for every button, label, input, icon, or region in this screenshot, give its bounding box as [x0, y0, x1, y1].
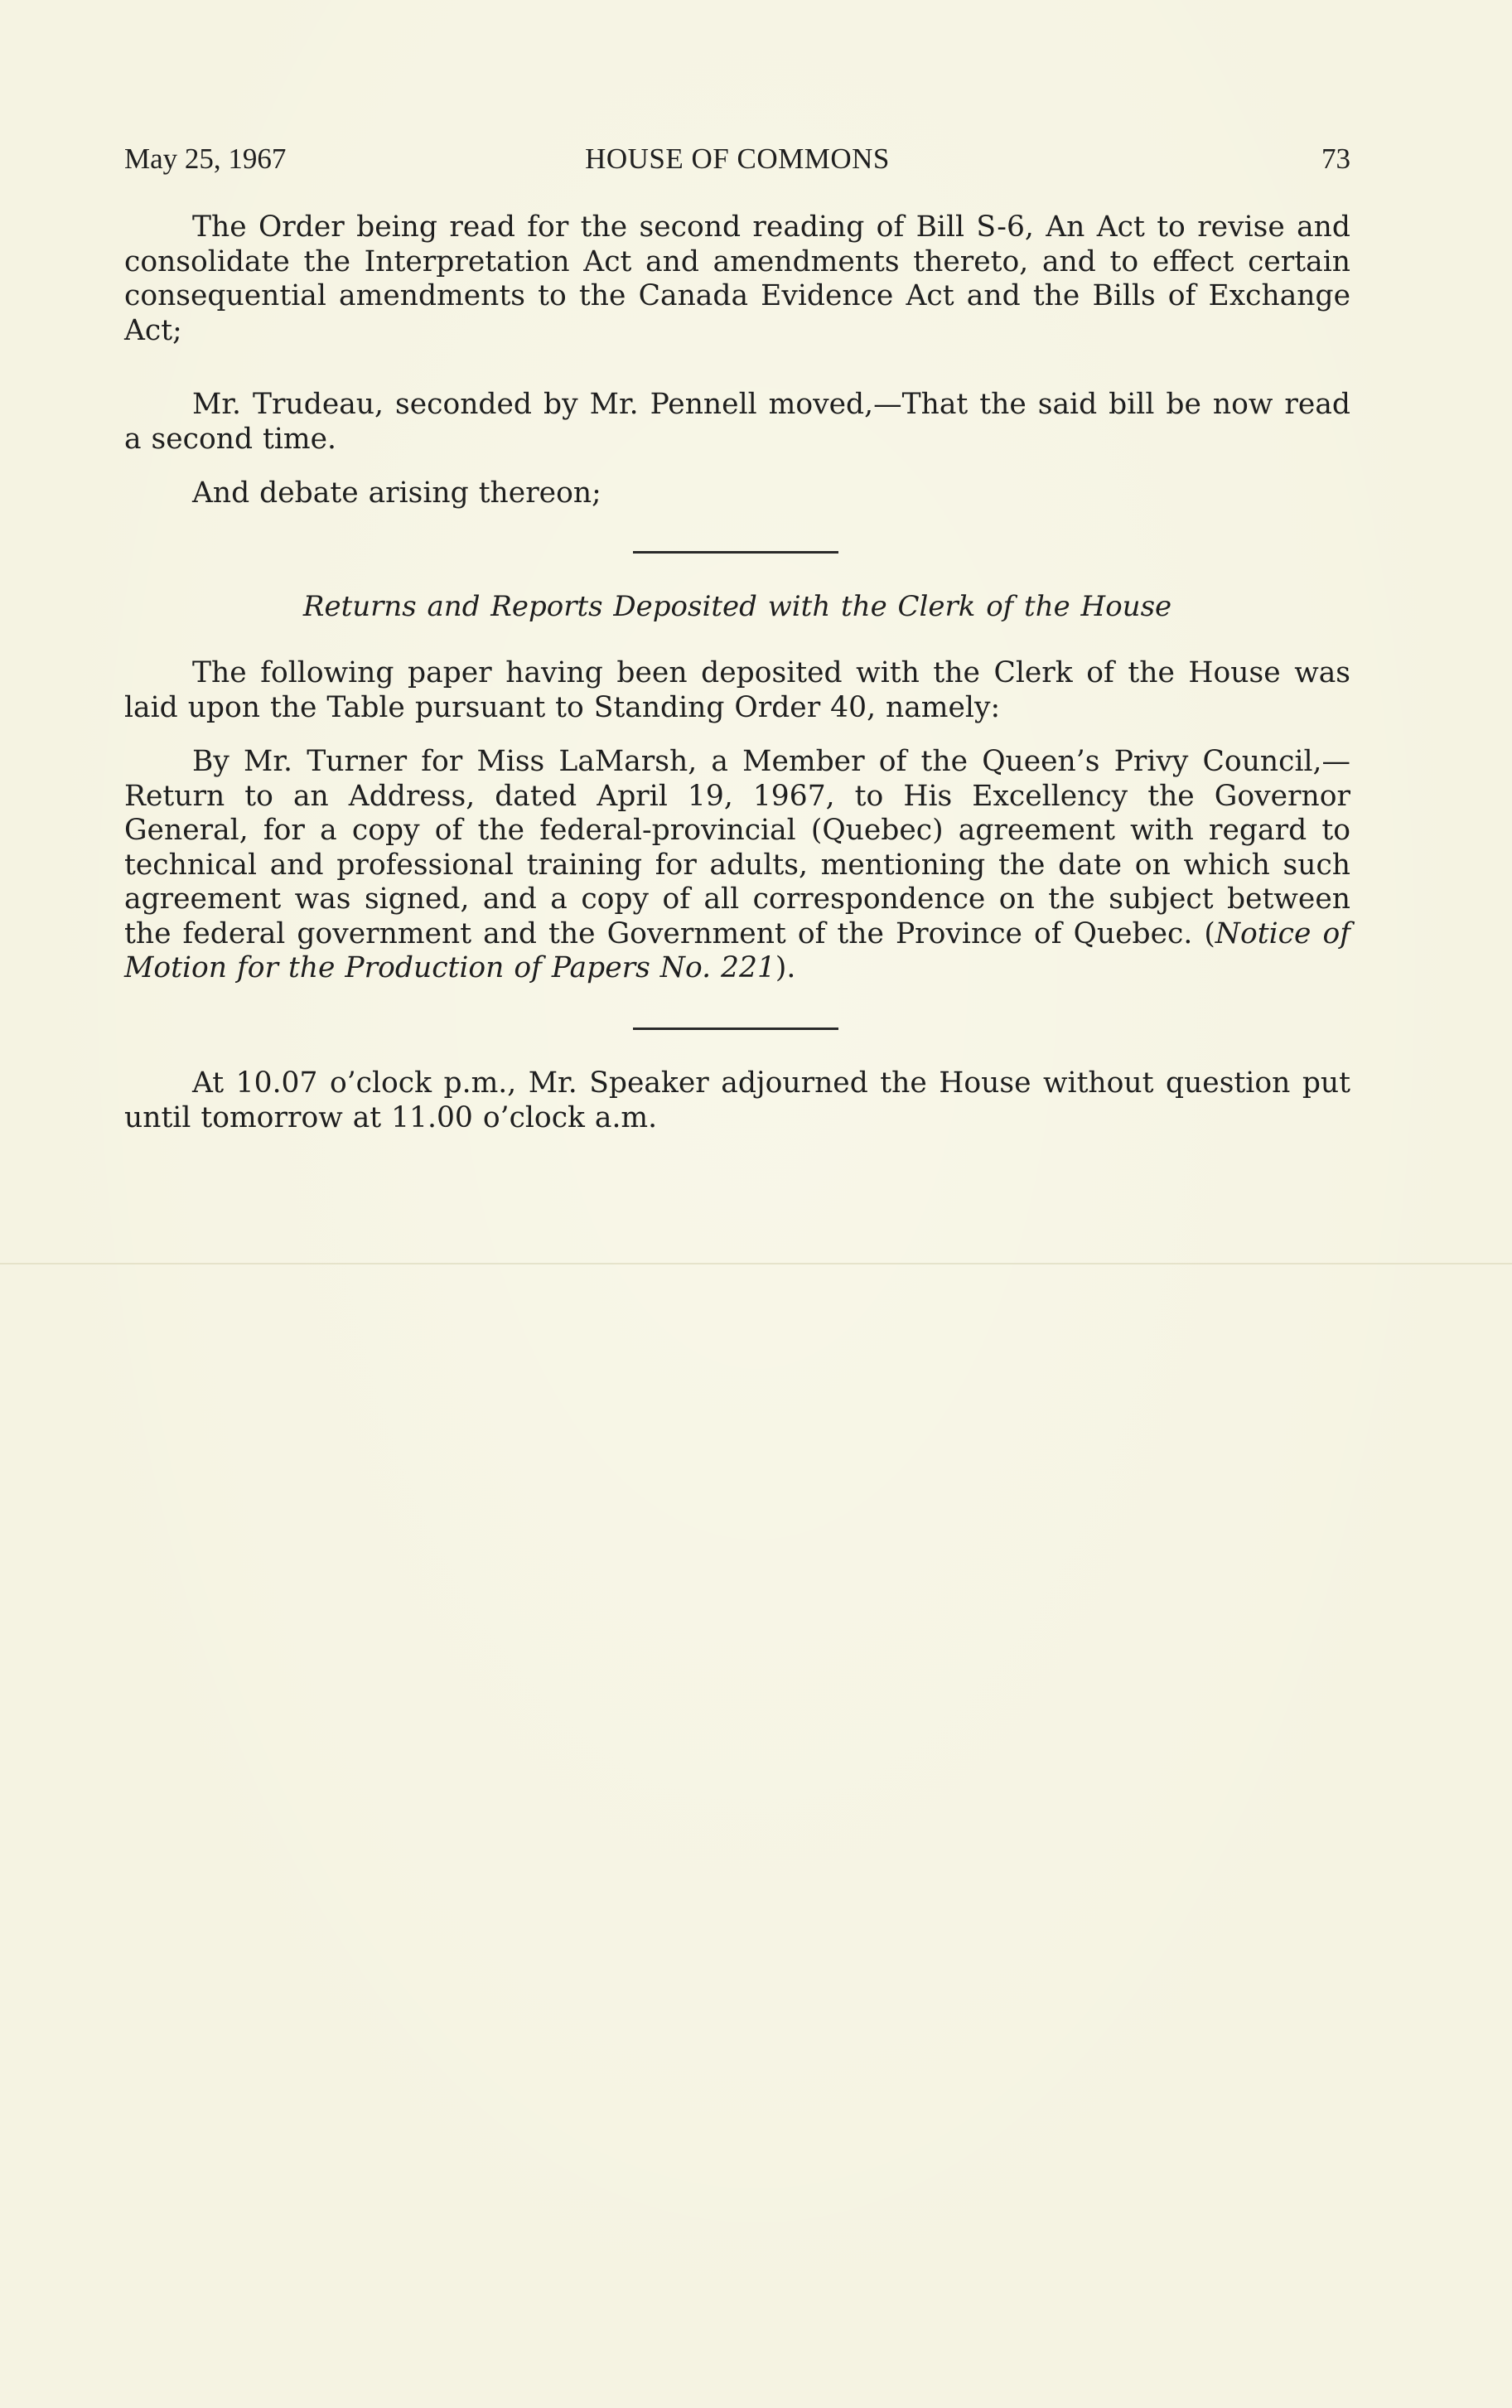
return-text-end: ). [775, 951, 796, 984]
paragraph-second-reading: The Order being read for the second reading of Bill S-6, An Act to revise and consolidate the Interpretation Act and amendments thereto, and to effect certain consequential amendments to the Canada Evidence Act and the Bills of Exchange Act; [124, 210, 1350, 347]
header-page-number: 73 [1321, 143, 1350, 175]
header-date: May 25, 1967 [124, 143, 287, 175]
paragraph-debate: And debate arising thereon; [192, 476, 601, 510]
page-fold-line [0, 1263, 1512, 1264]
paragraph-return [124, 745, 1350, 986]
paragraph-paper-laid: The following paper having been deposited with the Clerk of the House was laid upon the Table pursuant to Standing Order 40, namely: [124, 656, 1350, 724]
page-header [124, 139, 1350, 179]
return-notice-reference: Notice of Motion for the Production of Papers No. 221 [124, 916, 1350, 984]
paragraph-adjournment: At 10.07 o’clock p.m., Mr. Speaker adjourned the House without question put until tomorrow at 11.00 o’clock a.m. [124, 1066, 1350, 1134]
header-title: HOUSE OF COMMONS [585, 143, 890, 175]
section-heading: Returns and Reports Deposited with the Clerk of the House [302, 590, 1172, 623]
paragraph-motion: Mr. Trudeau, seconded by Mr. Pennell moved,—That the said bill be now read a second time. [124, 388, 1350, 456]
return-text: By Mr. Turner for Miss LaMarsh, a Member of the Queen’s Privy Council,—Return to an Address, dated April 19, 1967, to His Excellency the Governor General, for a copy of the federal-provincial (Quebec) agreement with regard to technical and professional training for adults, mentioning the date on which such agreement was signed, and a copy of all correspondence on the subject between the federal government and the Government of the Province of Quebec. ( [124, 745, 1350, 950]
section-divider-2 [633, 1028, 838, 1030]
section-divider [633, 551, 838, 554]
